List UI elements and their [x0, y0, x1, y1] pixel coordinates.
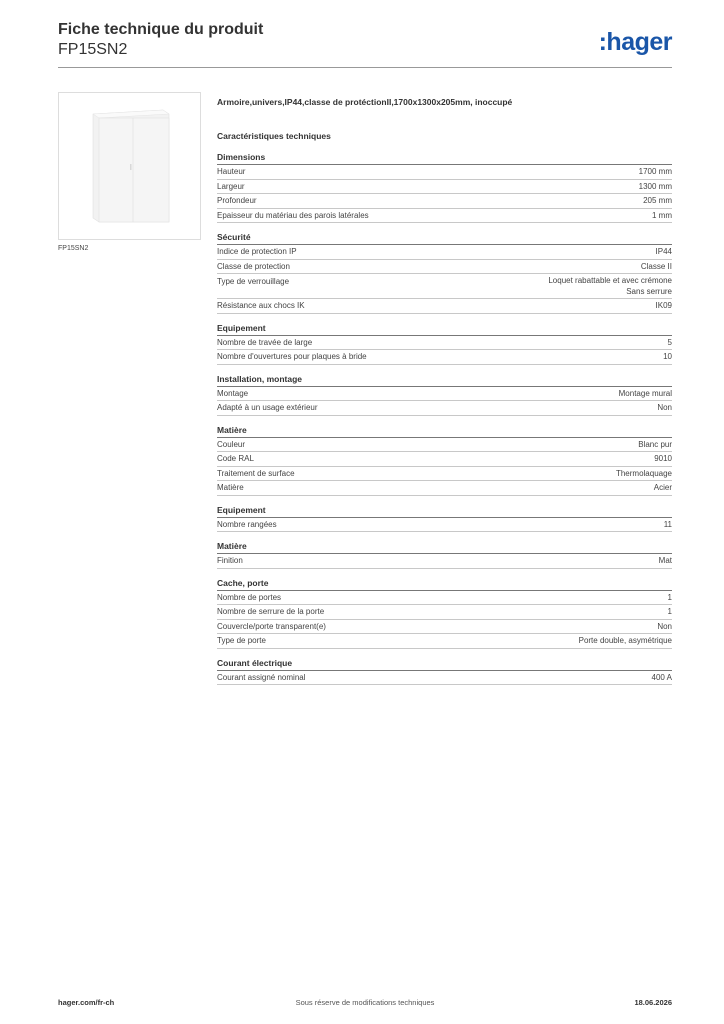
product-description: Armoire,univers,IP44,classe de protéctionII,1700x1300x205mm, inoccupé	[217, 97, 513, 107]
spec-label: Type de porte	[217, 636, 266, 645]
spec-label: Nombre d'ouvertures pour plaques à bride	[217, 352, 367, 361]
spec-row	[217, 438, 672, 453]
cabinet-illustration	[85, 106, 175, 226]
product-specifications	[217, 95, 672, 685]
spec-value-line: Sans serrure	[626, 287, 672, 296]
spec-value: 11	[663, 519, 672, 529]
spec-label: Adapté à un usage extérieur	[217, 403, 318, 412]
spec-value	[548, 275, 672, 297]
spec-label: Nombre de travée de large	[217, 337, 313, 347]
product-image-caption: FP15SN2	[58, 245, 89, 252]
spec-value: Acier	[653, 483, 672, 492]
spec-row	[217, 274, 672, 299]
header-divider	[58, 67, 672, 68]
spec-section-title: Sécurité	[217, 231, 672, 245]
spec-value-line: Loquet rabattable et avec crémone	[548, 276, 672, 285]
spec-label: Profondeur	[217, 196, 257, 205]
spec-section	[217, 322, 672, 365]
spec-row	[217, 336, 672, 351]
spec-section-title: Cache, porte	[217, 577, 672, 591]
spec-value: 1	[667, 592, 672, 602]
spec-label: Hauteur	[217, 167, 246, 176]
spec-label: Epaisseur du matériau des parois latérales	[217, 210, 369, 220]
spec-section-title: Equipement	[217, 504, 672, 518]
spec-row	[217, 180, 672, 195]
spec-value: 1300 mm	[638, 181, 672, 191]
spec-value: 10	[663, 352, 672, 361]
spec-row	[217, 401, 672, 416]
spec-label: Couvercle/porte transparent(e)	[217, 621, 326, 631]
spec-value: IP44	[655, 247, 672, 256]
spec-value: 400 A	[651, 672, 672, 682]
product-image	[58, 92, 201, 240]
footer-date: 18.06.2026	[634, 998, 672, 1007]
spec-label: Classe de protection	[217, 261, 290, 271]
spec-section	[217, 231, 672, 314]
spec-label: Courant assigné nominal	[217, 672, 306, 682]
spec-row	[217, 481, 672, 496]
spec-label: Matière	[217, 483, 244, 492]
spec-value: 1 mm	[652, 210, 672, 220]
spec-row	[217, 605, 672, 620]
spec-value: Non	[657, 403, 672, 412]
spec-row	[217, 165, 672, 180]
spec-label: Nombre de portes	[217, 592, 282, 602]
spec-value: 9010	[654, 454, 672, 463]
spec-section-title: Courant électrique	[217, 657, 672, 671]
footer-website: hager.com/fr-ch	[58, 998, 115, 1007]
spec-section	[217, 657, 672, 686]
spec-section-title: Dimensions	[217, 151, 672, 165]
spec-row	[217, 209, 672, 224]
document-title: Fiche technique du produit	[58, 21, 264, 38]
spec-row	[217, 452, 672, 467]
spec-section-title: Installation, montage	[217, 373, 672, 387]
spec-section	[217, 577, 672, 649]
spec-value: 5	[667, 337, 672, 347]
spec-value: 1	[667, 607, 672, 616]
spec-label: Largeur	[217, 181, 245, 191]
spec-label: Indice de protection IP	[217, 247, 297, 256]
product-code: FP15SN2	[58, 41, 128, 58]
spec-row	[217, 518, 672, 533]
spec-section	[217, 151, 672, 223]
spec-value: Montage mural	[618, 388, 672, 398]
spec-value: IK09	[655, 301, 672, 310]
spec-row	[217, 591, 672, 606]
spec-row	[217, 299, 672, 314]
spec-section-title: Equipement	[217, 322, 672, 336]
spec-label: Couleur	[217, 439, 246, 449]
spec-label: Code RAL	[217, 454, 254, 463]
spec-row	[217, 245, 672, 260]
spec-label: Traitement de surface	[217, 468, 295, 478]
hager-logo: :hager	[598, 28, 672, 56]
spec-row	[217, 620, 672, 635]
spec-value: 1700 mm	[638, 167, 672, 176]
technical-characteristics-heading: Caractéristiques techniques	[217, 131, 331, 141]
spec-label: Résistance aux chocs IK	[217, 301, 305, 310]
spec-row	[217, 194, 672, 209]
spec-section	[217, 424, 672, 496]
document-header	[58, 20, 263, 59]
spec-row	[217, 467, 672, 482]
spec-value: Classe II	[640, 261, 672, 271]
spec-section	[217, 540, 672, 569]
spec-label: Finition	[217, 556, 243, 565]
spec-value: Non	[657, 621, 672, 631]
spec-value: Blanc pur	[638, 439, 672, 449]
spec-section	[217, 373, 672, 416]
spec-label: Montage	[217, 388, 249, 398]
spec-label: Nombre rangées	[217, 519, 277, 529]
spec-section	[217, 504, 672, 533]
spec-section-title: Matière	[217, 540, 672, 554]
spec-row	[217, 634, 672, 649]
spec-label: Type de verrouillage	[217, 277, 290, 286]
spec-value: Thermolaquage	[615, 468, 672, 478]
spec-label: Nombre de serrure de la porte	[217, 607, 325, 616]
spec-value: Mat	[658, 556, 672, 565]
spec-row	[217, 554, 672, 569]
spec-value: 205 mm	[643, 196, 672, 205]
spec-row	[217, 671, 672, 686]
spec-row	[217, 350, 672, 365]
spec-section-title: Matière	[217, 424, 672, 438]
spec-row	[217, 387, 672, 402]
spec-row	[217, 260, 672, 275]
footer-notice: Sous réserve de modifications techniques	[295, 998, 435, 1007]
spec-value: Porte double, asymétrique	[578, 636, 672, 645]
